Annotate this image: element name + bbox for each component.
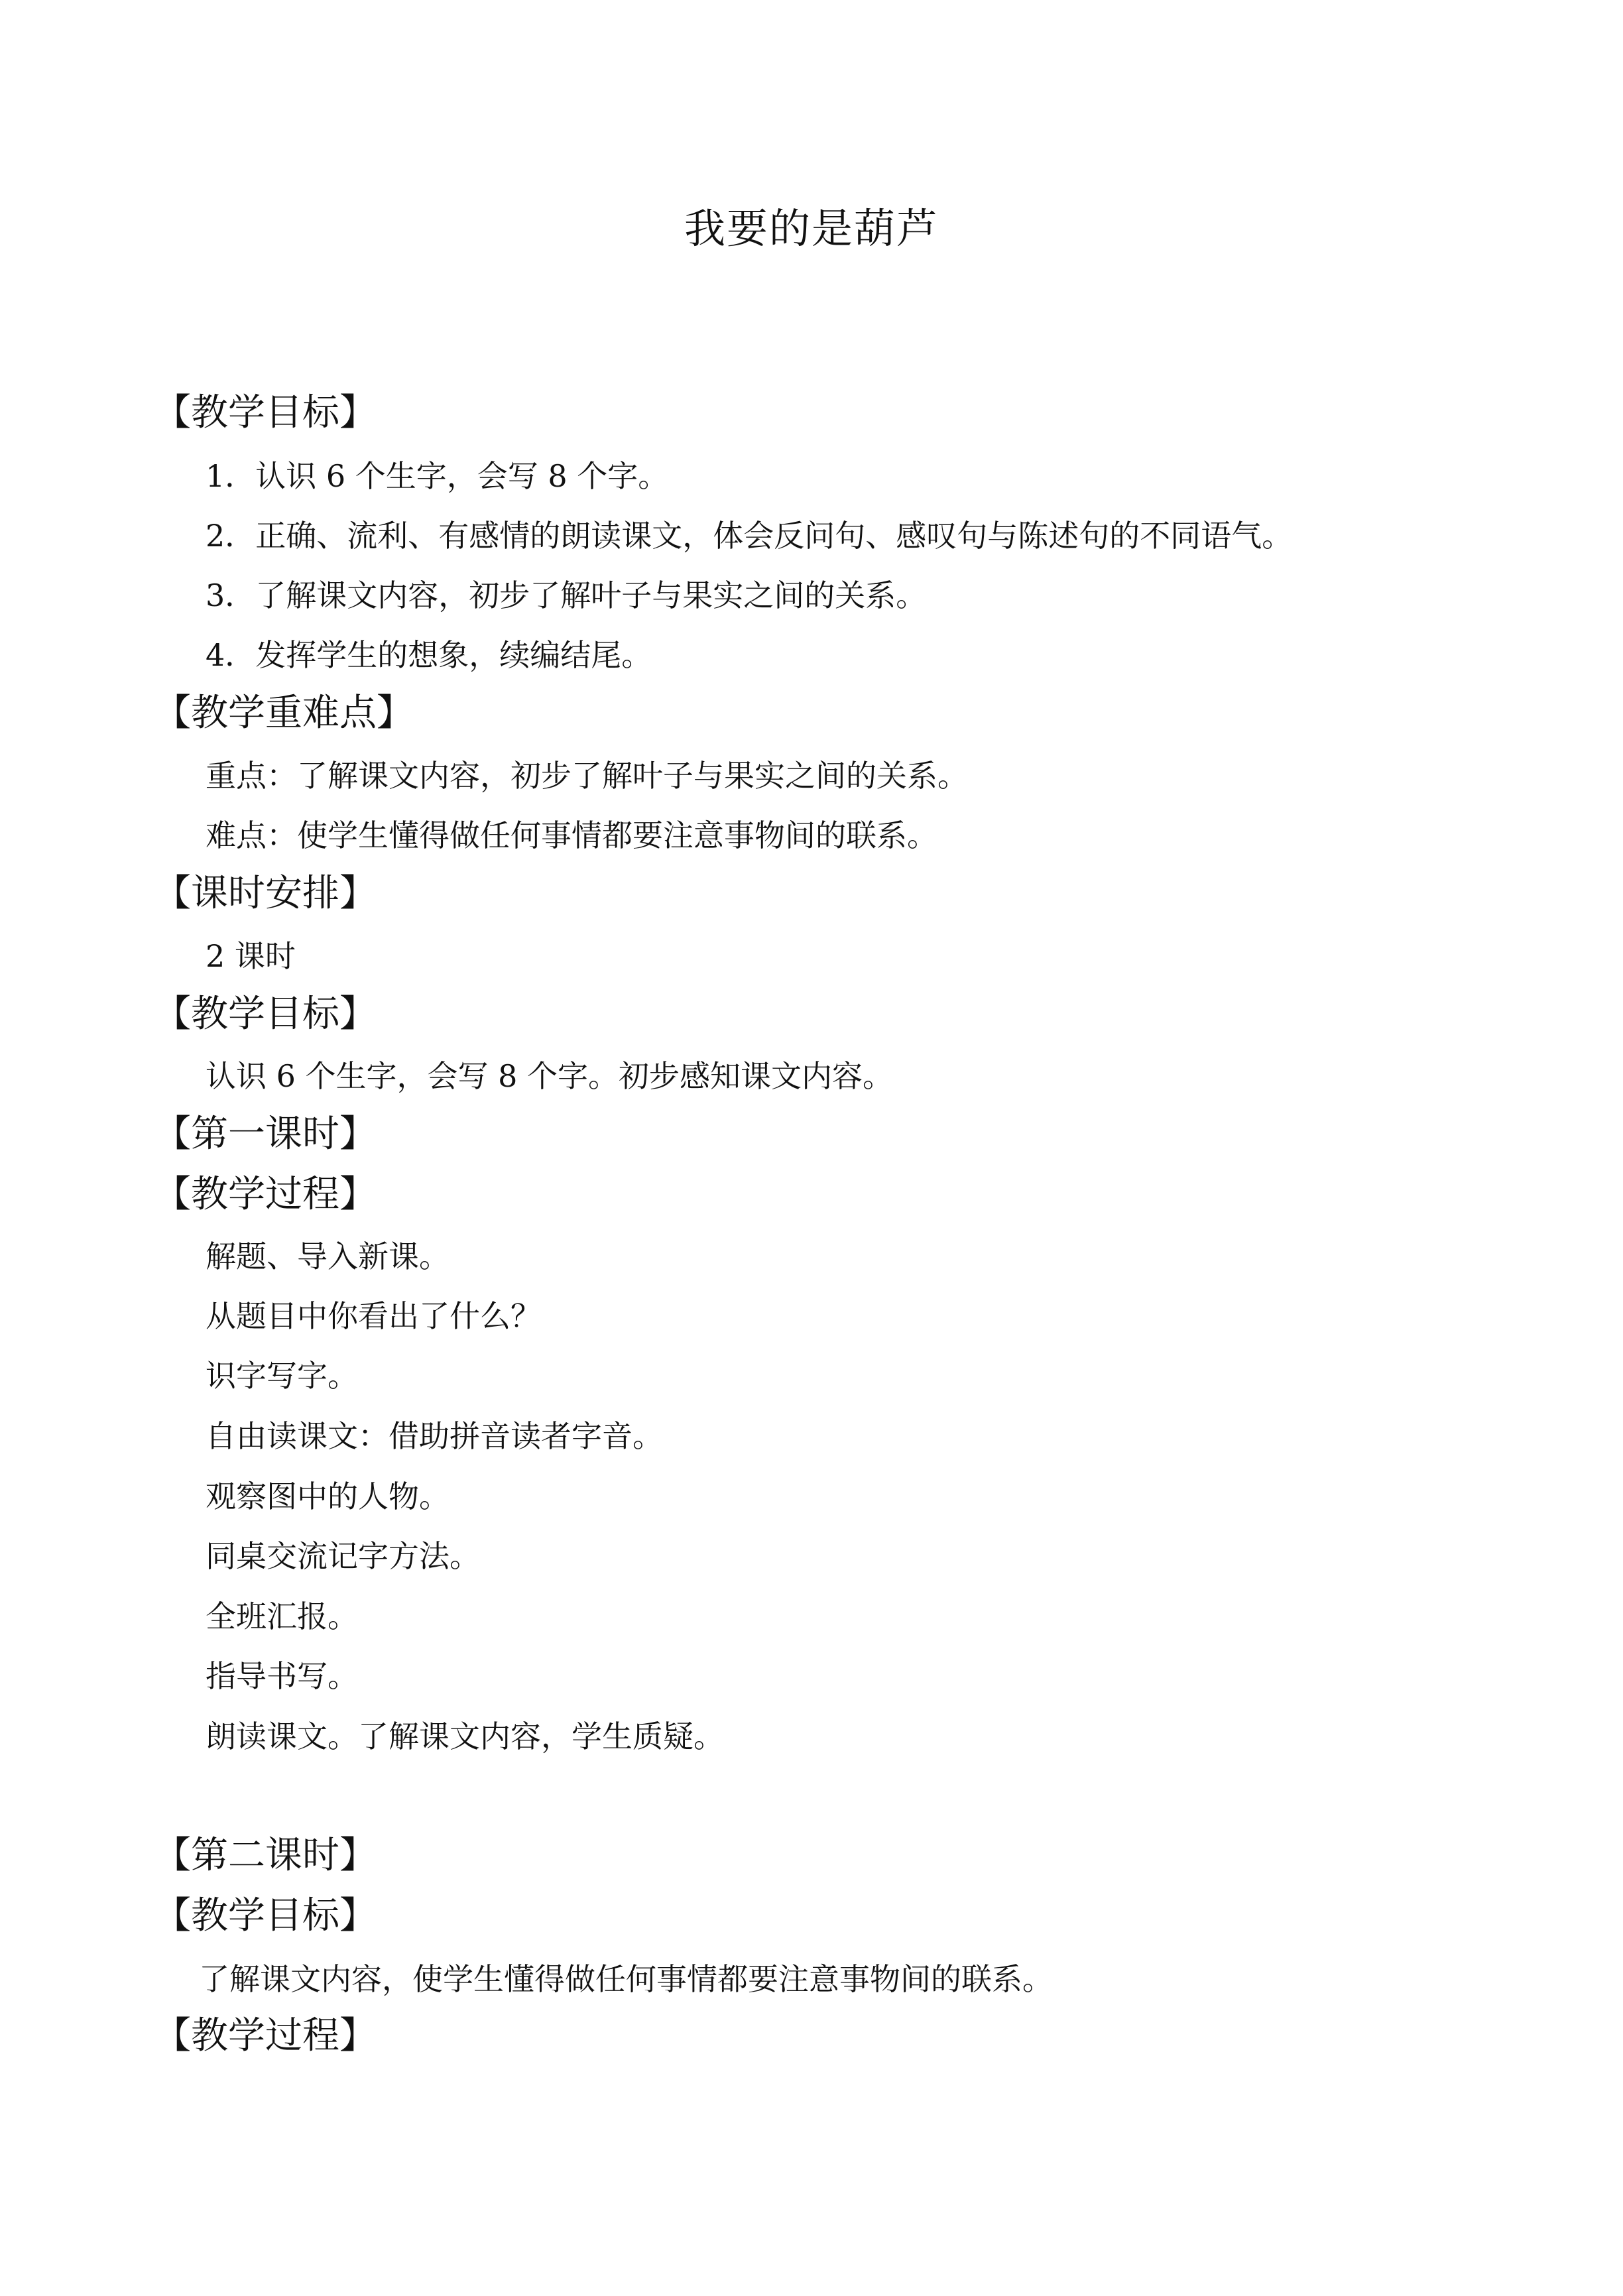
section-heading-process-1: 【教学过程】 bbox=[154, 1173, 377, 1216]
section-heading-goals: 【教学目标】 bbox=[154, 391, 377, 434]
process-1-item-9: 朗读课文。了解课文内容，学生质疑。 bbox=[206, 1719, 724, 1754]
goal-item-3: 3．了解课文内容，初步了解叶子与果实之间的关系。 bbox=[206, 577, 927, 613]
goal-3-item-1: 了解课文内容，使学生懂得做任何事情都要注意事物间的联系。 bbox=[199, 1961, 1053, 1997]
process-1-item-2: 从题目中你看出了什么？ bbox=[206, 1298, 541, 1334]
goal-item-4: 4．发挥学生的想象，续编结尾。 bbox=[206, 637, 652, 673]
goal-2-item-1: 认识 6 个生字，会写 8 个字。初步感知课文内容。 bbox=[206, 1058, 894, 1094]
process-1-item-3: 识字写字。 bbox=[206, 1358, 358, 1394]
section-heading-lesson-2: 【第二课时】 bbox=[154, 1834, 377, 1877]
section-heading-goals-3: 【教学目标】 bbox=[154, 1894, 377, 1937]
process-1-item-4: 自由读课文：借助拼音读者字音。 bbox=[206, 1418, 663, 1454]
process-1-item-8: 指导书写。 bbox=[206, 1658, 358, 1694]
goal-item-2: 2．正确、流利、有感情的朗读课文，体会反问句、感叹句与陈述句的不同语气。 bbox=[206, 518, 1293, 554]
section-heading-process-2: 【教学过程】 bbox=[154, 2014, 377, 2057]
goal-item-1: 1．认识 6 个生字，会写 8 个字。 bbox=[206, 458, 669, 494]
section-heading-key-points: 【教学重难点】 bbox=[154, 692, 414, 735]
section-heading-lesson-1: 【第一课时】 bbox=[154, 1113, 377, 1156]
process-1-item-6: 同桌交流记字方法。 bbox=[206, 1538, 480, 1574]
key-point-item-1: 重点：了解课文内容，初步了解叶子与果实之间的关系。 bbox=[206, 758, 968, 794]
key-point-item-2: 难点：使学生懂得做任何事情都要注意事物间的联系。 bbox=[206, 817, 937, 853]
process-1-item-1: 解题、导入新课。 bbox=[206, 1239, 450, 1274]
section-heading-schedule: 【课时安排】 bbox=[154, 872, 377, 915]
section-heading-goals-2: 【教学目标】 bbox=[154, 993, 377, 1036]
process-1-item-5: 观察图中的人物。 bbox=[206, 1479, 450, 1514]
page-title: 我要的是葫芦 bbox=[684, 204, 939, 253]
schedule-item-1: 2 课时 bbox=[206, 938, 296, 974]
process-1-item-7: 全班汇报。 bbox=[206, 1599, 358, 1634]
